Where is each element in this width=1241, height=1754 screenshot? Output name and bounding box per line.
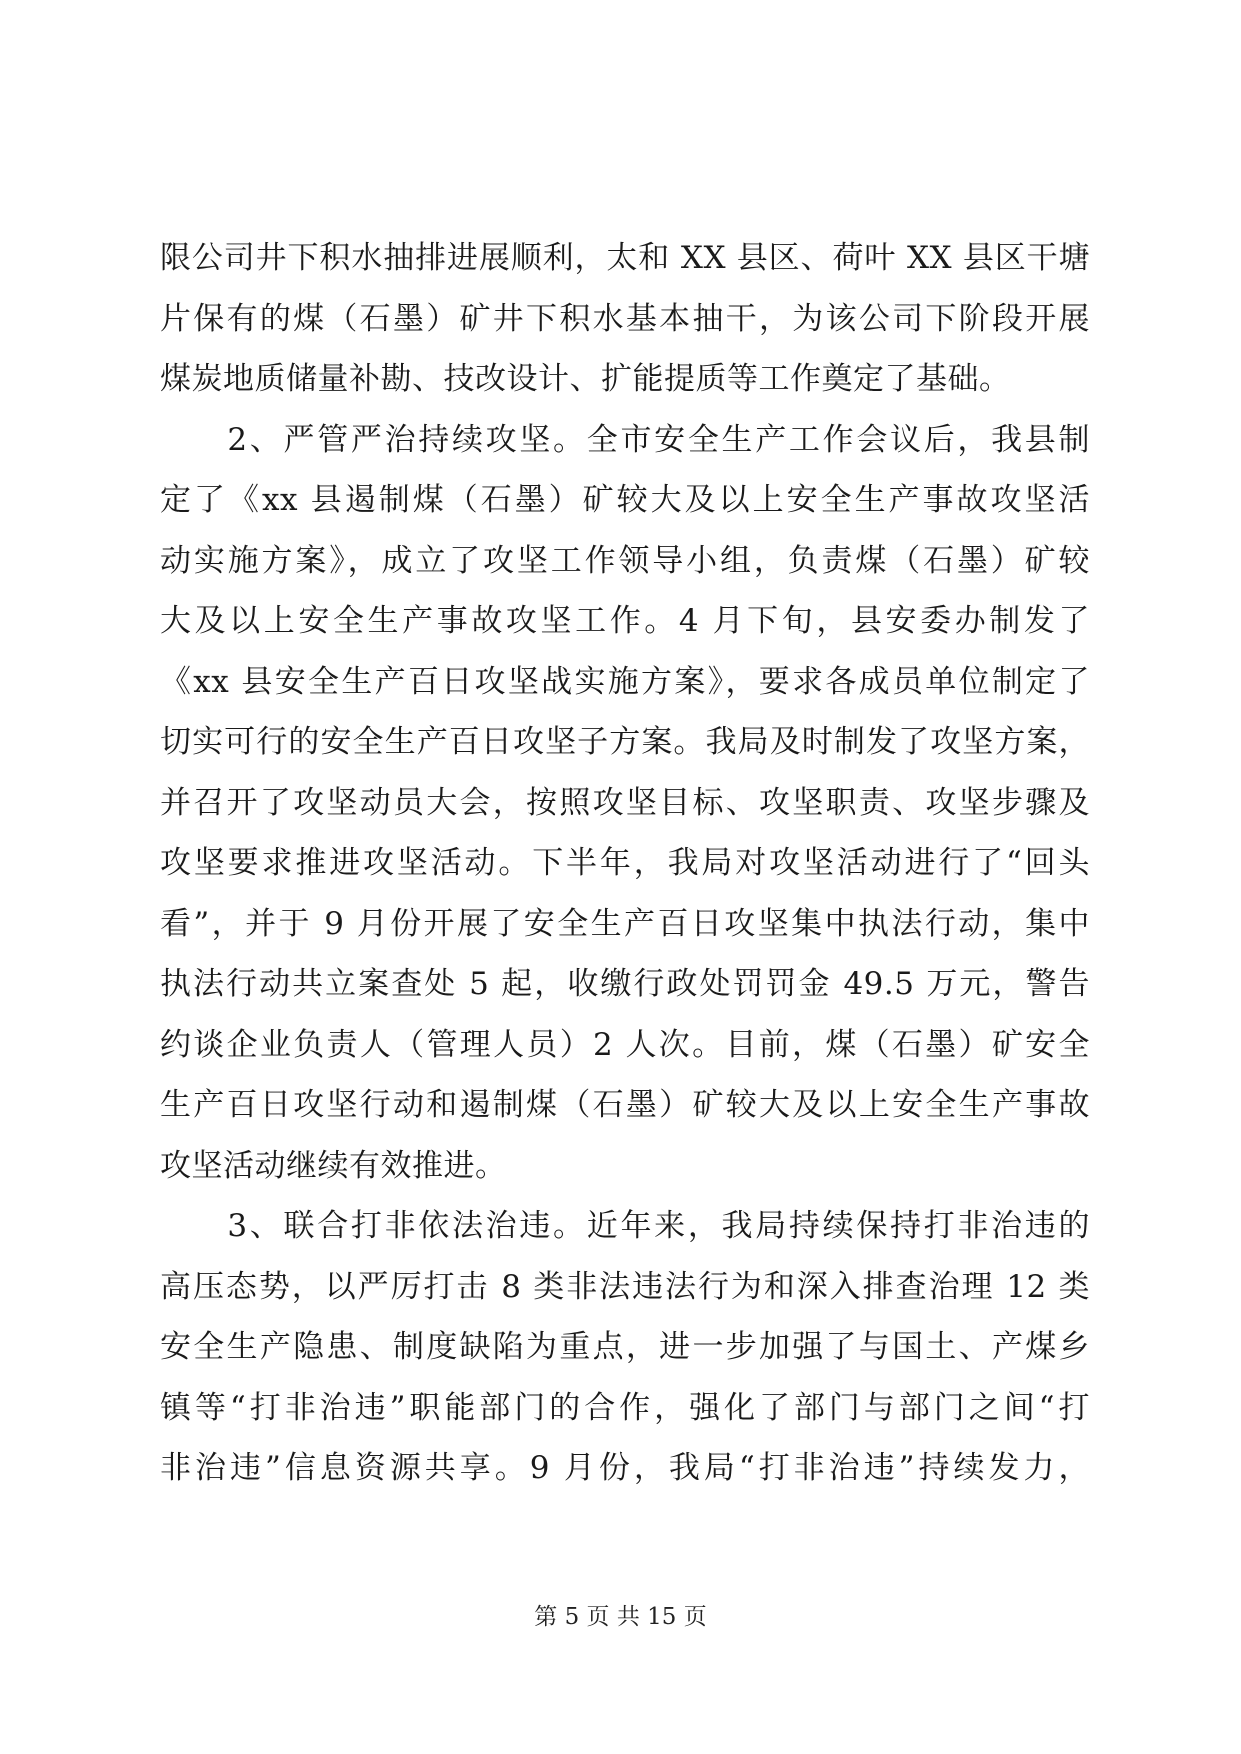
text-line: 攻坚要求推进攻坚活动。下半年，我局对攻坚活动进行了“回头 — [160, 845, 1090, 881]
text-line: 高压态势，以严厉打击 8 类非法违法行为和深入排查治理 12 类 — [160, 1268, 1090, 1305]
text-line: 执法行动共立案查处 5 起，收缴行政处罚罚金 49.5 万元，警告 — [160, 966, 1090, 1002]
text-line: 动实施方案》，成立了攻坚工作领导小组，负责煤（石墨）矿较 — [160, 542, 1090, 579]
text-line: 3、联合打非依法治违。近年来，我局持续保持打非治违的 — [160, 1208, 1090, 1244]
text-line: 2、严管严治持续攻坚。全市安全生产工作会议后，我县制 — [160, 421, 1090, 458]
text-line: 攻坚活动继续有效推进。 — [160, 1147, 507, 1184]
text-line: 定了《xx 县遏制煤（石墨）矿较大及以上安全生产事故攻坚活 — [160, 482, 1090, 518]
text-line: 生产百日攻坚行动和遏制煤（石墨）矿较大及以上安全生产事故 — [160, 1087, 1090, 1123]
text-line: 镇等“打非治违”职能部门的合作，强化了部门与部门之间“打 — [160, 1389, 1090, 1426]
page-number-footer: 第 5 页 共 15 页 — [534, 1604, 707, 1630]
text-line: 看”，并于 9 月份开展了安全生产百日攻坚集中执法行动，集中 — [160, 905, 1090, 942]
text-line: 《xx 县安全生产百日攻坚战实施方案》，要求各成员单位制定了 — [160, 663, 1090, 700]
text-line: 切实可行的安全生产百日攻坚子方案。我局及时制发了攻坚方案， — [160, 724, 1090, 760]
text-line: 并召开了攻坚动员大会，按照攻坚目标、攻坚职责、攻坚步骤及 — [160, 784, 1090, 821]
body-text — [160, 228, 1090, 1499]
text-line: 限公司井下积水抽排进展顺利，太和 XX 县区、荷叶 XX 县区干塘 — [160, 240, 1090, 276]
text-line: 煤炭地质储量补勘、技改设计、扩能提质等工作奠定了基础。 — [160, 361, 1011, 397]
text-line: 片保有的煤（石墨）矿井下积水基本抽干，为该公司下阶段开展 — [160, 300, 1090, 337]
text-line: 约谈企业负责人（管理人员）2 人次。目前，煤（石墨）矿安全 — [160, 1026, 1090, 1063]
text-line: 非治违”信息资源共享。9 月份，我局“打非治违”持续发力， — [160, 1450, 1090, 1486]
text-line: 安全生产隐患、制度缺陷为重点，进一步加强了与国土、产煤乡 — [160, 1329, 1090, 1365]
text-line: 大及以上安全生产事故攻坚工作。4 月下旬，县安委办制发了 — [160, 603, 1090, 639]
